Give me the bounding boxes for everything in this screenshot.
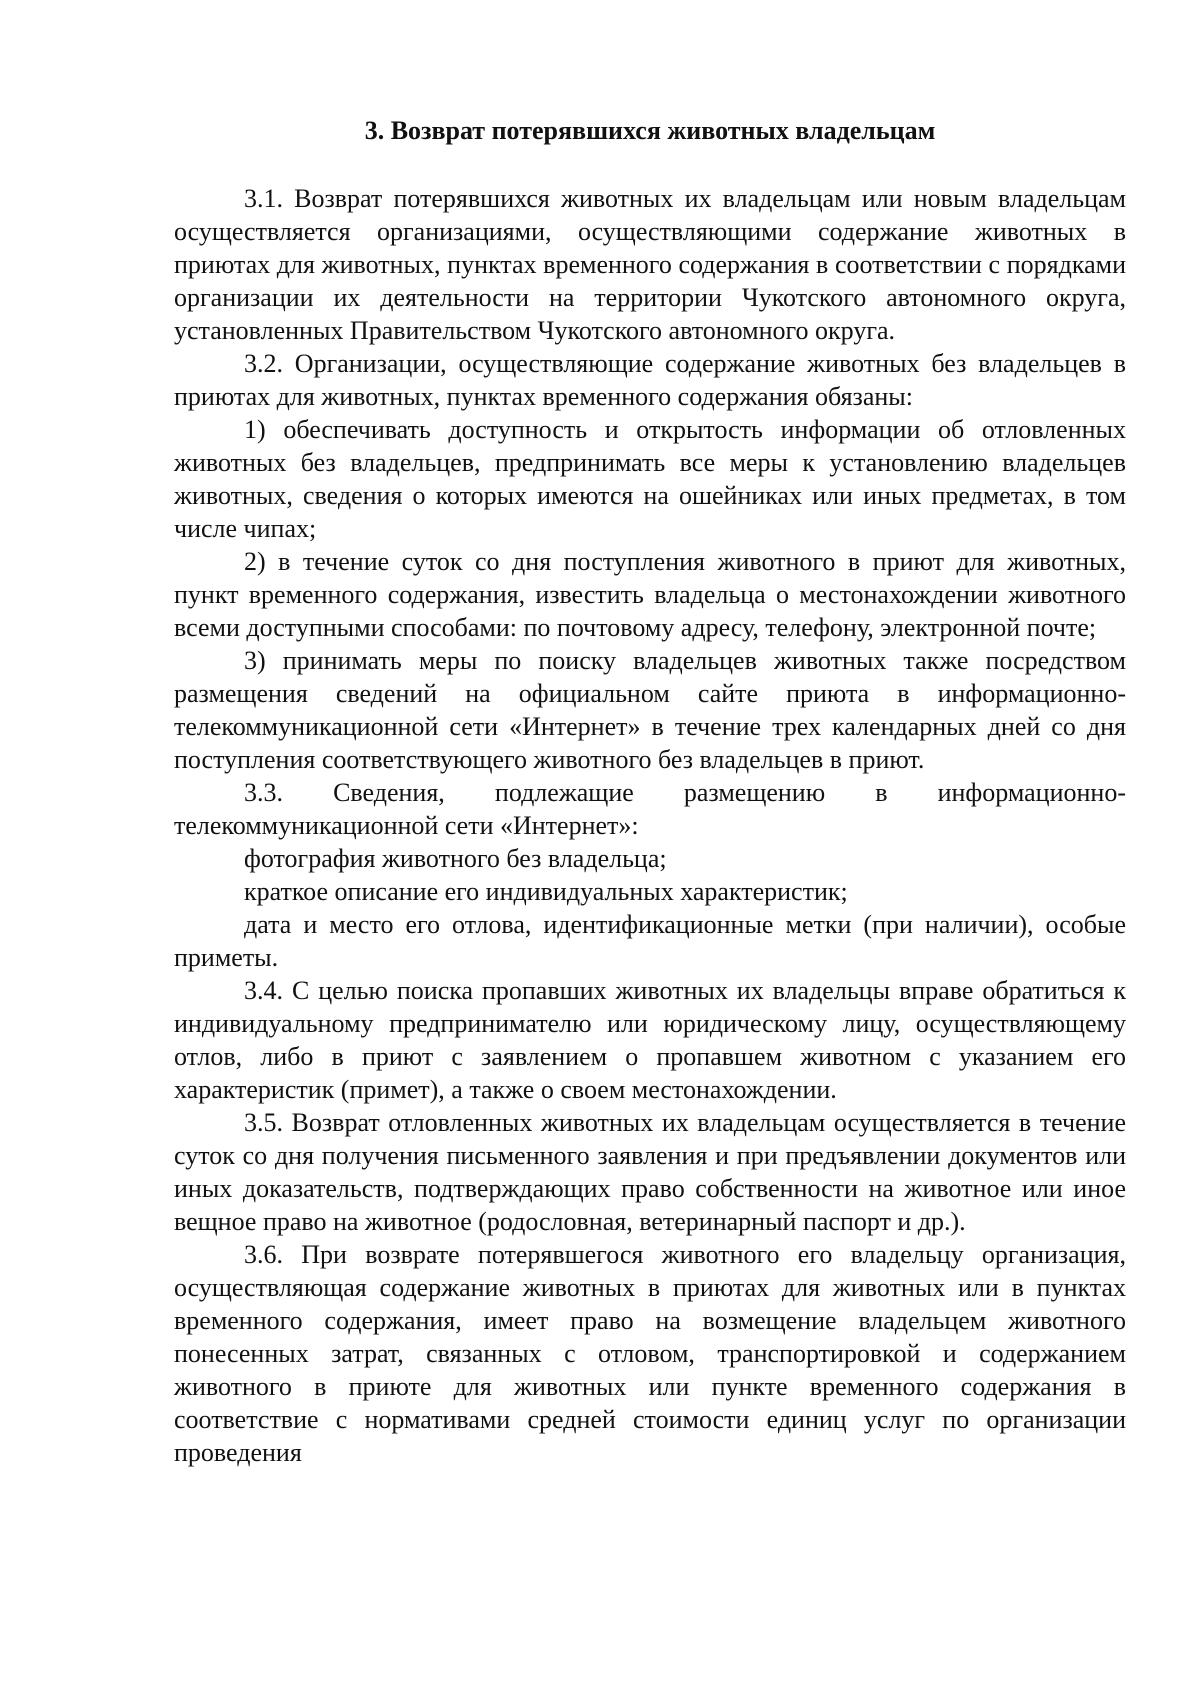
section-heading: 3. Возврат потерявшихся животных владельцам <box>364 116 936 145</box>
section-body <box>174 182 1126 1469</box>
list-item-1: 1) обеспечивать доступность и открытость информации об отловленных животных без владельцев, предпринимать все меры к установлению владельцев животных, сведения о которых имеются на ошейниках или иных предметах, в том числе чипах; <box>174 415 1126 543</box>
list-item-3: 3) принимать меры по поиску владельцев животных также посредством размещения сведений на официальном сайте приюта в информационно-телекоммуникационной сети «Интернет» в течение трех календарных дней со дня поступления соответствующего животного без владельцев в приют. <box>174 646 1126 774</box>
info-item-photo: фотография животного без владельца; <box>244 844 667 873</box>
paragraph-3-2: 3.2. Организации, осуществляющие содержание животных без владельцев в приютах для животных, пунктах временного содержания обязаны: <box>174 349 1126 411</box>
info-item-description: краткое описание его индивидуальных характеристик; <box>244 877 848 906</box>
paragraph-3-3: 3.3. Сведения, подлежащие размещению в информационно-телекоммуникационной сети «Интернет»: <box>174 778 1126 840</box>
paragraph-3-4: 3.4. С целью поиска пропавших животных их владельцы вправе обратиться к индивидуальному предпринимателю или юридическому лицу, осуществляющему отлов, либо в приют с заявлением о пропавшем животном с указанием его характеристик (примет), а также о своем местонахождении. <box>174 976 1126 1104</box>
paragraph-3-6: 3.6. При возврате потерявшегося животного его владельцу организация, осуществляющая содержание животных в приютах для животных или в пунктах временного содержания, имеет право на возмещение владельцем животного понесенных затрат, связанных с отловом, транспортировкой и содержанием животного в приюте для животных или пункте временного содержания в соответствие с нормативами средней стоимости единиц услуг по организации проведения <box>174 1240 1126 1467</box>
info-item-date-place: дата и место его отлова, идентификационные метки (при наличии), особые приметы. <box>174 910 1126 972</box>
list-item-2: 2) в течение суток со дня поступления животного в приют для животных, пункт временного содержания, известить владельца о местонахождении животного всеми доступными способами: по почтовому адресу, телефону, электронной почте; <box>174 547 1126 642</box>
paragraph-3-5: 3.5. Возврат отловленных животных их владельцам осуществляется в течение суток со дня получения письменного заявления и при предъявлении документов или иных доказательств, подтверждающих право собственности на животное или иное вещное право на животное (родословная, ветеринарный паспорт и др.). <box>174 1108 1126 1236</box>
paragraph-3-1: 3.1. Возврат потерявшихся животных их владельцам или новым владельцам осуществляется организациями, осуществляющими содержание животных в приютах для животных, пунктах временного содержания в соответствии с порядками организации их деятельности на территории Чукотского автономного округа, установленных Правительством Чукотского автономного округа. <box>174 184 1126 345</box>
